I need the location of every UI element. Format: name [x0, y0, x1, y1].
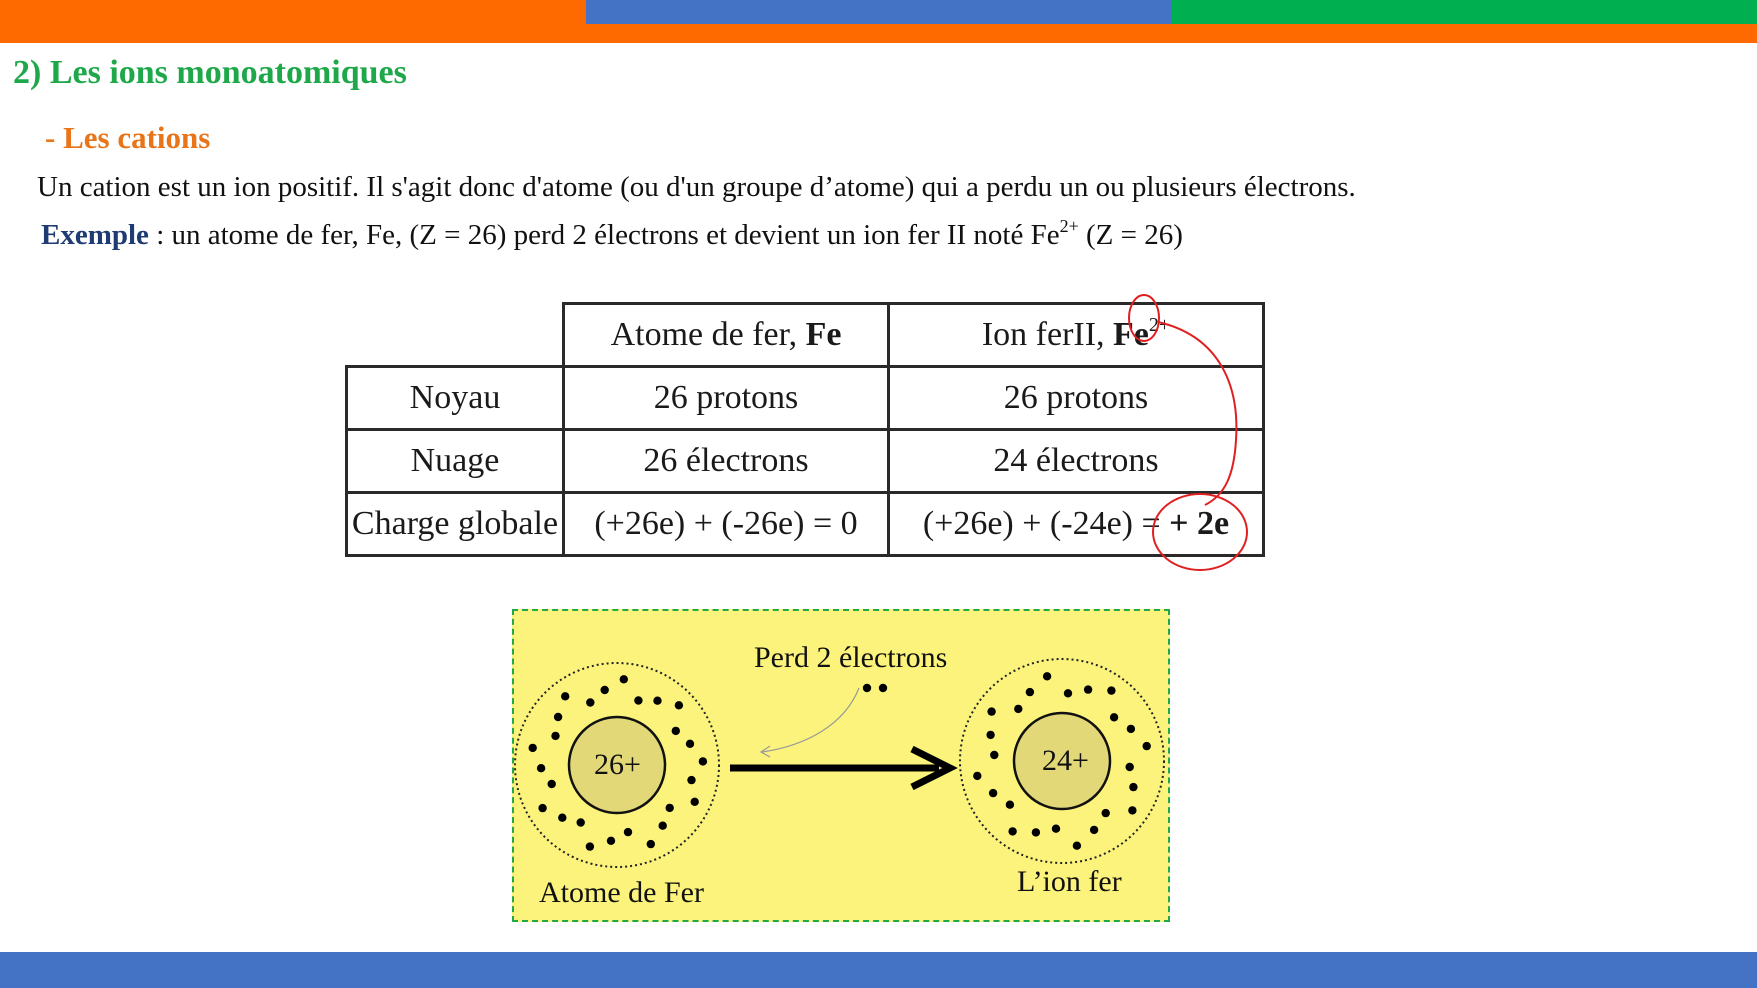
electron-dot	[1129, 783, 1137, 791]
electron-dot	[607, 837, 615, 845]
table-row	[347, 493, 1264, 556]
electron-dot	[601, 686, 609, 694]
electron-dot	[675, 701, 683, 709]
electron-dot	[659, 822, 667, 830]
row-label-nuage: Nuage	[347, 430, 564, 493]
electron-dot	[577, 818, 585, 826]
electron-dot	[989, 789, 997, 797]
electron-dot	[1064, 689, 1072, 697]
lost-electron-dot	[863, 684, 871, 692]
electron-dot	[1143, 742, 1151, 750]
electron-dot	[1084, 685, 1092, 693]
electron-dot	[990, 751, 998, 759]
ionization-diagram	[512, 609, 1170, 922]
electron-dot	[1052, 825, 1060, 833]
electron-dot	[699, 757, 707, 765]
ion-charge-text: (+26e) + (-24e) =	[922, 505, 1170, 542]
table-header-atom	[564, 304, 889, 367]
electron-dot	[551, 732, 559, 740]
electron-dot	[561, 692, 569, 700]
electron-dot	[1073, 842, 1081, 850]
electron-dot	[1006, 801, 1014, 809]
example-end: (Z = 26)	[1078, 219, 1183, 251]
subsection-title: - Les cations	[45, 120, 211, 155]
cell-atom-nuage: 26 électrons	[564, 430, 889, 493]
comparison-table	[345, 302, 1265, 557]
electron-dot	[653, 697, 661, 705]
row-label-noyau: Noyau	[347, 367, 564, 430]
top-bar-orange-segment	[0, 0, 586, 24]
electron-dot	[558, 814, 566, 822]
electron-dot	[529, 744, 537, 752]
electron-dot	[687, 776, 695, 784]
electron-dot	[973, 772, 981, 780]
header-ion-symbol: Fe	[1113, 316, 1149, 353]
lost-electrons	[863, 684, 887, 692]
table-header-ion	[889, 304, 1264, 367]
table-row	[347, 430, 1264, 493]
top-bar-blue-segment	[586, 0, 1172, 24]
electron-dot	[647, 840, 655, 848]
ion-nucleus-charge: 24+	[1042, 744, 1089, 777]
table-row	[347, 367, 1264, 430]
electron-dot	[672, 727, 680, 735]
lost-electron-dot	[879, 684, 887, 692]
electron-dot	[987, 707, 995, 715]
electron-dot	[554, 713, 562, 721]
electron-dot	[1127, 725, 1135, 733]
electron-dot	[1102, 809, 1110, 817]
electron-dot	[1014, 705, 1022, 713]
electron-dot	[666, 804, 674, 812]
electron-dot	[691, 798, 699, 806]
definition-paragraph: Un cation est un ion positif. Il s'agit donc d'atome (ou d'un groupe d’atome) qui a perdu un ou plusieurs électrons.	[37, 171, 1356, 203]
electron-dot	[620, 675, 628, 683]
curved-pointer-line	[762, 688, 859, 752]
electron-dot	[1043, 672, 1051, 680]
electron-dot	[586, 842, 594, 850]
header-atom-text: Atome de fer,	[610, 316, 806, 353]
ion-label: L’ion fer	[1017, 865, 1122, 898]
electron-dot	[1008, 827, 1016, 835]
electron-dot	[1090, 826, 1098, 834]
section-title: 2) Les ions monoatomiques	[13, 54, 407, 91]
top-bar-green-segment	[1172, 0, 1757, 24]
electron-dot	[1110, 713, 1118, 721]
electron-dot	[538, 804, 546, 812]
example-superscript: 2+	[1059, 216, 1079, 236]
electron-dot	[1026, 688, 1034, 696]
cell-ion-charge	[889, 493, 1264, 556]
table-corner-cell	[347, 304, 564, 367]
example-line	[41, 216, 1183, 252]
top-color-bar	[0, 0, 1757, 43]
table-header-row	[347, 304, 1264, 367]
bottom-color-bar	[0, 952, 1757, 988]
example-label: Exemple	[41, 219, 149, 251]
atom-label: Atome de Fer	[539, 876, 704, 909]
atom-nucleus-charge: 26+	[594, 748, 641, 781]
cell-ion-noyau: 26 protons	[889, 367, 1264, 430]
cell-ion-nuage: 24 électrons	[889, 430, 1264, 493]
electron-dot	[1128, 806, 1136, 814]
header-atom-symbol: Fe	[805, 316, 842, 353]
electron-dot	[1126, 763, 1134, 771]
cell-atom-noyau: 26 protons	[564, 367, 889, 430]
ion-charge-result: + 2e	[1169, 505, 1230, 542]
header-ion-charge: 2+	[1148, 314, 1171, 336]
row-label-charge: Charge globale	[347, 493, 564, 556]
electron-dot	[986, 731, 994, 739]
electron-dot	[586, 698, 594, 706]
electron-dot	[1032, 828, 1040, 836]
top-bar-orange-band	[0, 24, 1757, 43]
electron-dot	[548, 780, 556, 788]
electron-dot	[1107, 686, 1115, 694]
header-ion-text: Ion ferII,	[981, 316, 1114, 353]
electron-dot	[686, 740, 694, 748]
cell-atom-charge: (+26e) + (-26e) = 0	[564, 493, 889, 556]
lose-electrons-label: Perd 2 électrons	[754, 641, 948, 674]
electron-dot	[624, 828, 632, 836]
electron-dot	[537, 764, 545, 772]
electron-dot	[634, 696, 642, 704]
example-text: : un atome de fer, Fe, (Z = 26) perd 2 électrons et devient un ion fer II noté Fe	[148, 219, 1060, 251]
